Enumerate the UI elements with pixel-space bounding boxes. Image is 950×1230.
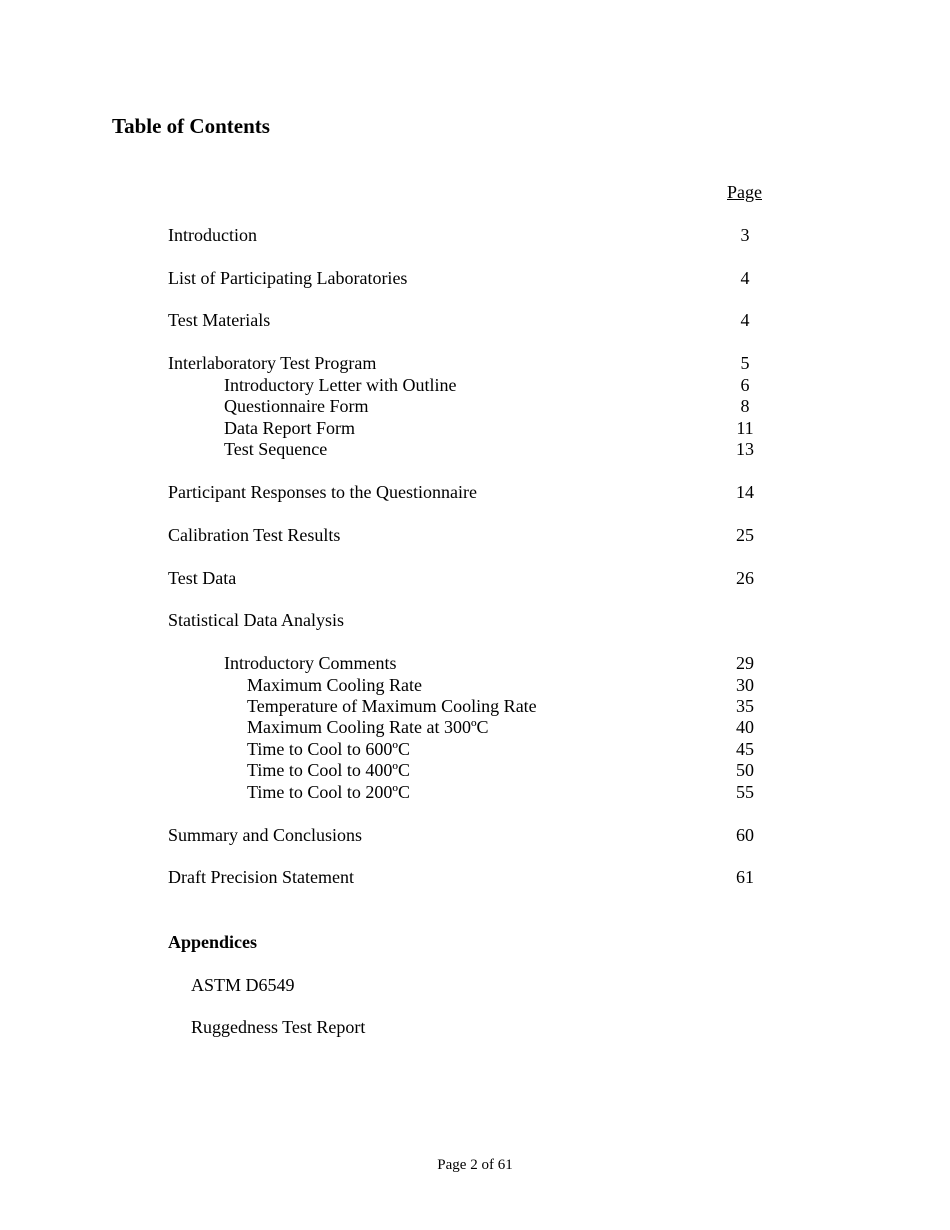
toc-entry-test-materials <box>0 309 950 331</box>
toc-subentry-temperature-max-cooling-rate <box>0 695 950 717</box>
toc-entry-label: Introduction <box>168 225 257 245</box>
toc-entry-test-data <box>0 567 950 589</box>
toc-subentry-max-cooling-rate-300c <box>0 716 950 738</box>
toc-entry-page: 25 <box>736 525 754 545</box>
appendix-item-astm-d6549: ASTM D6549 <box>191 975 295 995</box>
toc-entry-summary-and-conclusions <box>0 824 950 846</box>
toc-entry-label: Summary and Conclusions <box>168 825 362 845</box>
toc-entry-label: Questionnaire Form <box>224 396 369 416</box>
page-column-header: Page <box>727 182 762 202</box>
toc-subentry-time-to-cool-600c <box>0 738 950 760</box>
toc-entry-page: 5 <box>740 353 750 373</box>
toc-entry-participating-laboratories <box>0 267 950 289</box>
toc-entry-label: Time to Cool to 400ºC <box>247 760 410 780</box>
toc-subentry-questionnaire-form <box>0 395 950 417</box>
toc-subentry-time-to-cool-200c <box>0 781 950 803</box>
page-footer: Page 2 of 61 <box>437 1157 513 1173</box>
toc-entry-page: 11 <box>736 418 754 438</box>
toc-entry-page: 50 <box>736 760 754 780</box>
toc-entry-label: Interlaboratory Test Program <box>168 353 377 373</box>
toc-entry-page: 61 <box>736 867 754 887</box>
toc-entry-page: 6 <box>740 375 750 395</box>
toc-entry-label: Test Data <box>168 568 237 588</box>
toc-entry-page: 60 <box>736 825 754 845</box>
toc-entry-label: Data Report Form <box>224 418 355 438</box>
toc-entry-page: 26 <box>736 568 754 588</box>
toc-entry-label: Participant Responses to the Questionnaire <box>168 482 477 502</box>
toc-entry-label: Test Materials <box>168 310 271 330</box>
toc-subentry-time-to-cool-400c <box>0 759 950 781</box>
toc-entry-page: 29 <box>736 653 754 673</box>
toc-entry-label: Test Sequence <box>224 439 328 459</box>
toc-entry-label: List of Participating Laboratories <box>168 268 408 288</box>
toc-entry-label: Statistical Data Analysis <box>168 610 344 630</box>
appendix-item-ruggedness-test-report: Ruggedness Test Report <box>191 1017 366 1037</box>
toc-entry-page: 3 <box>740 225 750 245</box>
toc-entry-page: 4 <box>740 268 750 288</box>
toc-entry-calibration-test-results <box>0 524 950 546</box>
toc-entry-participant-responses <box>0 481 950 503</box>
toc-entry-label: Introductory Letter with Outline <box>224 375 457 395</box>
toc-entry-page: 4 <box>740 310 750 330</box>
toc-entry-page: 35 <box>736 696 754 716</box>
toc-entry-draft-precision-statement <box>0 866 950 888</box>
toc-entry-label: Introductory Comments <box>224 653 397 673</box>
toc-entry-page: 8 <box>740 396 750 416</box>
toc-entry-label: Time to Cool to 200ºC <box>247 782 410 802</box>
toc-entry-page: 55 <box>736 782 754 802</box>
toc-subentry-introductory-comments <box>0 652 950 674</box>
toc-subentry-maximum-cooling-rate <box>0 674 950 696</box>
toc-entry-label: Draft Precision Statement <box>168 867 354 887</box>
page-title: Table of Contents <box>112 114 270 138</box>
toc-entry-interlaboratory-test-program <box>0 352 950 374</box>
toc-entry-label: Time to Cool to 600ºC <box>247 739 410 759</box>
toc-entry-label: Maximum Cooling Rate at 300ºC <box>247 717 489 737</box>
toc-entry-page: 13 <box>736 439 754 459</box>
toc-entry-page: 30 <box>736 675 754 695</box>
toc-subentry-introductory-letter <box>0 374 950 396</box>
toc-subentry-test-sequence <box>0 438 950 460</box>
toc-entry-page: 40 <box>736 717 754 737</box>
toc-entry-page: 14 <box>736 482 754 502</box>
toc-entry-label: Temperature of Maximum Cooling Rate <box>247 696 537 716</box>
toc-entry-introduction <box>0 224 950 246</box>
toc-subentry-data-report-form <box>0 417 950 439</box>
toc-entry-page: 45 <box>736 739 754 759</box>
appendices-heading: Appendices <box>168 932 258 952</box>
toc-entry-label: Calibration Test Results <box>168 525 341 545</box>
toc-entry-statistical-data-analysis <box>0 609 950 631</box>
toc-entry-label: Maximum Cooling Rate <box>247 675 422 695</box>
